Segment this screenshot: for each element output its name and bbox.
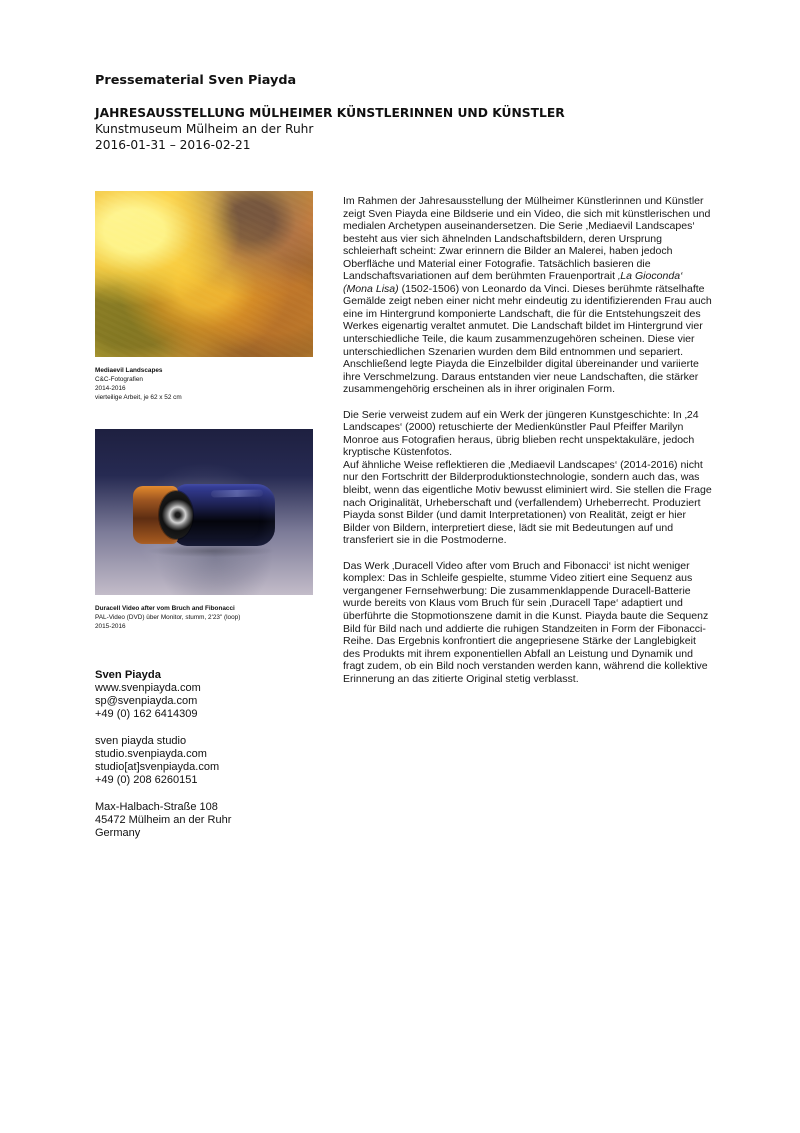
paragraph-2: Die Serie verweist zudem auf ein Werk der jüngeren Kunstgeschichte: In ‚24 Landscapes‘ (2000) retuschierte der Medienkünstler Paul Pfeiffer Marilyn Monroe aus Fotografien heraus, übrig blieben recht unspektakuläre, jedoch kryptische Küstenfotos. Auf ähnliche Weise reflektieren die ‚Mediaevil Landscapes‘ (2014-2016) nicht nur den Fortschritt der Bilderproduktionstechnologie, sondern auch das, was bleibt, wenn das eigentliche Motiv bewusst eliminiert wird. Sie stellen die Frage nach Originalität, Urheberschaft und (verfallendem) Urheberrecht. Produziert Piayda sonst Bilder (und damit Interpretationen) von Realität, zeigt er hier Bilder von Bildern, interpretiert diese, lädt sie mit Bedeutungen auf und transferiert sie in die Postmoderne. bbox=[343, 408, 712, 547]
battery-shadow bbox=[148, 545, 274, 557]
press-label: Pressematerial Sven Piayda bbox=[95, 73, 297, 88]
artwork-title: Mediaevil Landscapes bbox=[95, 367, 163, 374]
video-years: 2015-2016 bbox=[95, 623, 126, 630]
video-medium: PAL-Video (DVD) über Monitor, stumm, 2'23" (loop) bbox=[95, 614, 241, 621]
studio-name: sven piayda studio bbox=[95, 735, 187, 747]
battery-mouth bbox=[159, 491, 193, 539]
exhibition-dates: 2016-01-31 – 2016-02-21 bbox=[95, 138, 251, 152]
artist-name: Sven Piayda bbox=[95, 669, 161, 681]
contact-block bbox=[95, 669, 315, 840]
studio-phone: +49 (0) 208 6260151 bbox=[95, 774, 198, 786]
mona-lisa-title: ‚La Gioconda‘ (Mona Lisa) bbox=[343, 270, 683, 295]
studio-site: studio.svenpiayda.com bbox=[95, 748, 207, 760]
city-address: 45472 Mülheim an der Ruhr bbox=[95, 814, 232, 826]
artwork-medium: C&C-Fotografien bbox=[95, 376, 143, 383]
duracell-video-image bbox=[95, 429, 313, 595]
studio-contact bbox=[95, 735, 315, 787]
address-block bbox=[95, 801, 315, 840]
video-title: Duracell Video after vom Bruch and Fibonacci bbox=[95, 605, 235, 612]
artist-email: sp@svenpiayda.com bbox=[95, 695, 198, 707]
artist-phone: +49 (0) 162 6414309 bbox=[95, 708, 198, 720]
paragraph-3: Das Werk ‚Duracell Video after vom Bruch and Fibonacci‘ ist nicht weniger komplex: Das in Schleife gespielte, stumme Video zitiert eine Sequenz aus vergangener Fernsehwerbung: Die zusammenklappende Duracell-Batterie wurde bereits von Klaus vom Bruch für sein ‚Duracell Tape‘ adaptiert und überführte die Stopmotionszene damit in die Kunst. Piayda baute die Sequenz Bild für Bild nach und addierte die ruhigen Standzeiten in Form der Fibonacci-Reihe. Das Ergebnis konfrontiert die angepriesene Stärke der Langlebigkeit des Produkts mit ihrem exponentiellen Abfall an Leistung und Dynamik und fragt zudem, ob ein Bild noch verstanden werden kann, während die kollektive Erinnerung an das zitierte Original stetig verblasst. bbox=[343, 559, 709, 685]
mediaevil-landscapes-image bbox=[95, 191, 313, 357]
body-text bbox=[343, 195, 713, 698]
left-column bbox=[95, 191, 315, 854]
battery-visual bbox=[133, 479, 278, 551]
studio-email: studio[at]svenpiayda.com bbox=[95, 761, 220, 773]
duracell-video-caption bbox=[95, 604, 315, 631]
paragraph-1-part-b: (1502-1506) von Leonardo da Vinci. Dieses berühmte rätselhafte Gemälde zeigt neben einer nicht mehr eindeutig zu identifizierenden Frau auch eine im Hintergrund komponierte Landschaft, die für die Entstehungszeit des Werkes eigenartig veraltet anmutet. Die Landschaft bildet im Hintergrund vier unterschiedliche Teile, die kaum zusammenzugehören scheinen. Diese vier unterschiedlichen Szenarien wurden dem Bild entnommen und separiert. Anschließend legte Piayda die Einzelbilder digital übereinander und variierte ihre Verschmelzung. Daraus entstanden vier neue Landschaften, die stärker zusammengehörig erscheinen als in ihrer originalen Form. bbox=[343, 282, 712, 396]
mediaevil-landscapes-caption bbox=[95, 366, 315, 402]
document-header bbox=[95, 73, 715, 153]
country: Germany bbox=[95, 827, 141, 839]
battery-shine bbox=[211, 490, 263, 498]
artist-contact bbox=[95, 669, 315, 721]
artist-website: www.svenpiayda.com bbox=[95, 682, 201, 694]
exhibition-title: JAHRESAUSSTELLUNG MÜLHEIMER KÜNSTLERINNEN UND KÜNSTLER bbox=[95, 106, 565, 120]
artwork-details: vierteilige Arbeit, je 62 x 52 cm bbox=[95, 394, 182, 401]
artwork-years: 2014-2016 bbox=[95, 385, 126, 392]
museum-name: Kunstmuseum Mülheim an der Ruhr bbox=[95, 122, 314, 136]
street-address: Max-Halbach-Straße 108 bbox=[95, 801, 218, 813]
paragraph-1 bbox=[343, 195, 713, 396]
paragraph-1-part-a: Im Rahmen der Jahresausstellung der Mülheimer Künstlerinnen und Künstler zeigt Sven Piayda eine Bildserie und ein Video, die sich mit künstlerischen und medialen Archetypen auseinandersetzen. Die Serie ‚Mediaevil Landscapes‘ besteht aus vier sich ähnelnden Landschaftsbildern, deren Ursprung schleierhaft scheint: Zwar erinnern die Bilder an Malerei, haben jedoch Oberfläche und Material einer Fotografie. Tatsächlich basieren die Landschaftsvariationen auf dem berühmten Frauenportrait bbox=[343, 195, 711, 283]
